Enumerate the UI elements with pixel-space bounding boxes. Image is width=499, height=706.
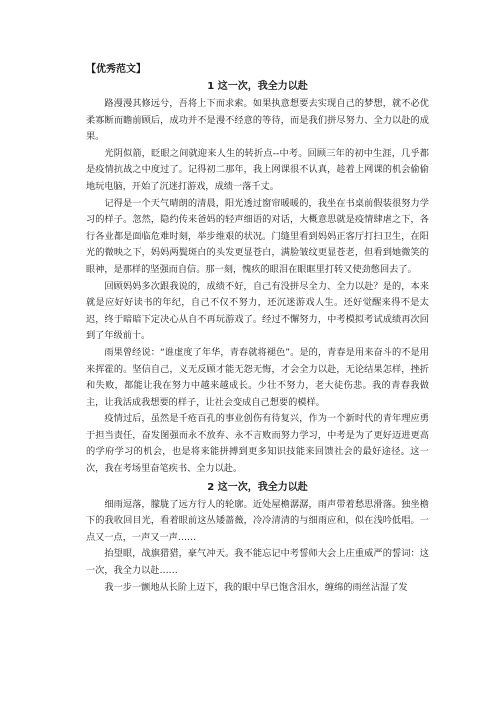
essay-1-paragraph-2: 光阴似箭，眨眼之间就迎来人生的转折点--中考。回顾三年的初中生涯，几乎都是疫情抗战之中度过了。记得初二那年，我上网课很不认真，趁着上网课的机会偷偷地玩电脑，开始了沉迷打游戏，成绩一落千丈。 <box>86 147 429 192</box>
essay-1-paragraph-4: 回顾妈妈多次跟我说的，成绩不好，自己有没拼尽全力、全力以赴？是的，本来就是应好好读书的年纪，自己不仅不努力，还沉迷游戏人生。还好觉醒来得不是太迟，终于暗暗下定决心从自不再玩游戏了。经过不懈努力，中考模拟考试成绩再次回到了年级前十。 <box>86 280 429 342</box>
essay-1-paragraph-3: 记得是一个天气晴朗的清晨，阳光透过窗帘暖暖的，我坐在书桌前假装很努力学习的样子。忽然，隐约传来爸妈的轻声细语的对话，大概意思就是疫情肆虐之下，各行各业都是面临危难时刻，举步维艰的状况。门缝里看到妈妈正客厅打扫卫生，在阳光的微映之下，妈妈两鬓斑白的头发更显苍白，满脸皱纹更显苍老，但看到她微笑的眼神，是那样的坚强而自信。那一刻，愧疚的眼泪在眼眶里打转又使劲憋回去了。 <box>86 197 429 275</box>
essay-1-paragraph-1: 路漫漫其修远兮，吾将上下而求索。如果执意想要去实现自己的梦想，就不必优柔寡断而瞻前顾后，成功并不是漫不经意的等待，而是我们拼尽努力、全力以赴的成果。 <box>86 98 429 143</box>
essay-1-title: 1 这一次，我全力以赴 <box>207 81 308 92</box>
essay-2-paragraph-3: 我一步一颤地从长阶上迈下，我的眼中早已饱含泪水，缠绵的雨丝沾湿了发 <box>104 581 408 593</box>
essay-2-title: 2 这一次，我全力以赴 <box>207 481 308 493</box>
essay-2-paragraph-2: 抬望眼，战旗猎猎，豪气冲天。我不能忘记中考誓师大会上庄重威严的誓词：这一次，我全力以赴…… <box>86 548 429 577</box>
section-label: 【优秀范文】 <box>86 64 146 75</box>
essay-2-paragraph-1: 细雨逗落，朦胧了远方行人的轮廓。近处屋檐潺潺，雨声带着愁思滑落。独坐檐下的我收回目光，看着眼前这丛矮蔷薇，冷冷清清的与细雨应和，似在浅吟低唱。一点又一点，一声又一声…… <box>86 498 429 543</box>
essay-1-paragraph-6: 疫情过后，虽然是千疮百孔的事业创伤有待复兴，作为一个新时代的青年理应勇于担当责任，奋发图强而永不放弃、永不言败而努力学习，中考是为了更好迈进更高的学府学习的机会，也是将来能拼搏到更多知识技能来回馈社会的最好途径。这一次，我在考场里奋笔疾书、全力以赴。 <box>86 413 429 475</box>
essay-1-paragraph-5: 雨果曾经说：“谁虚度了年华，青春就将褪色”。是的，青春是用来奋斗的不是用来挥霍的。坚信自己，义无反顾才能无怨无悔，才会全力以赴，无论结果怎样，挫折和失败，都能让我在努力中越来越成长。少壮不努力，老大徒伤悲。我的青春我做主，让我活成我想要的样子，让社会变成自己想要的模样。 <box>86 346 429 408</box>
